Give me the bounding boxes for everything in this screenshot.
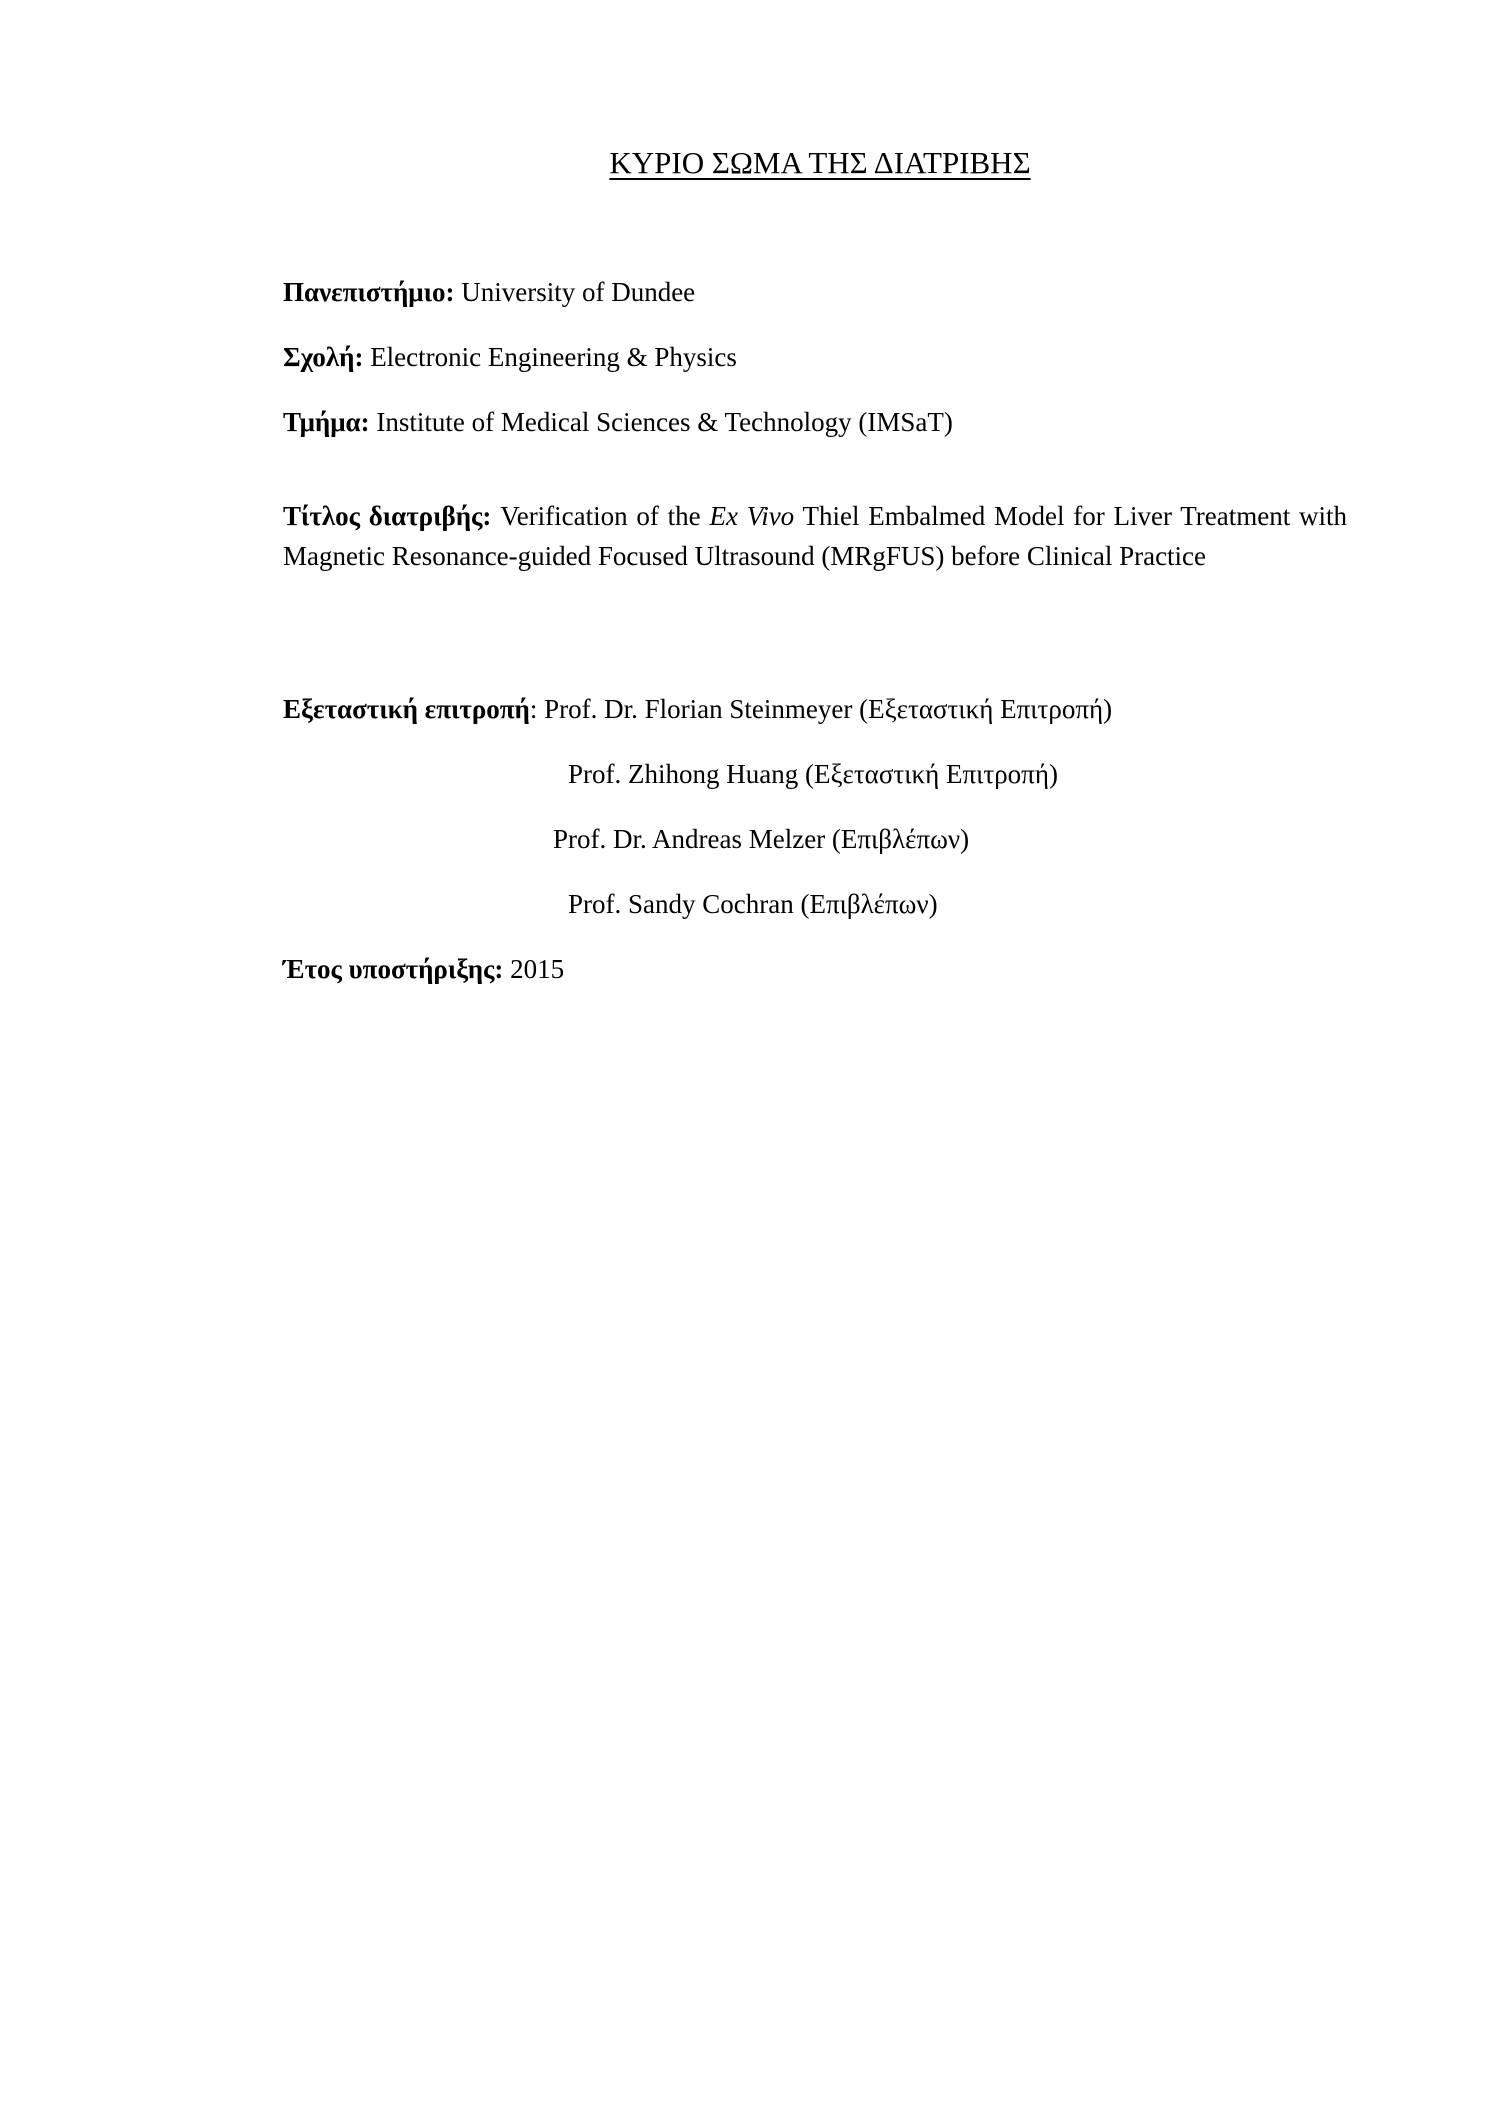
committee-member-1: Prof. Dr. Florian Steinmeyer (Εξεταστική Επιτροπή)	[544, 694, 1113, 724]
thesis-title-block	[283, 496, 1347, 576]
thesis-title-label: Τίτλος διατριβής:	[283, 501, 492, 531]
defense-year-label: Έτος υποστήριξης:	[283, 954, 504, 984]
school-label: Σχολή:	[283, 342, 364, 372]
department-label: Τμήμα:	[283, 407, 370, 437]
committee-member-2: Prof. Zhihong Huang (Εξεταστική Επιτροπή)	[568, 759, 1058, 789]
school-line	[283, 340, 737, 374]
university-label: Πανεπιστήμιο:	[283, 277, 455, 307]
university-line	[283, 275, 695, 309]
committee-line	[283, 692, 1112, 726]
department-value: Institute of Medical Sciences & Technology (IMSaT)	[376, 407, 953, 437]
thesis-title-text-start: Verification of the	[500, 501, 701, 531]
defense-year-line	[283, 952, 564, 986]
committee-member-3: Prof. Dr. Andreas Melzer (Επιβλέπων)	[553, 824, 970, 854]
committee-separator: :	[529, 694, 538, 724]
thesis-title-italic: Ex Vivo	[709, 501, 795, 531]
committee-member-4: Prof. Sandy Cochran (Επιβλέπων)	[568, 889, 938, 919]
page-heading: ΚΥΡΙΟ ΣΩΜΑ ΤΗΣ ΔΙΑΤΡΙΒΗΣ	[609, 145, 1031, 180]
school-value: Electronic Engineering & Physics	[370, 342, 737, 372]
committee-label: Εξεταστική επιτροπή	[283, 694, 530, 724]
department-line	[283, 405, 953, 439]
university-value: University of Dundee	[461, 277, 696, 307]
thesis-title-text-end: Thiel Embalmed Model for Liver Treatment with Magnetic Resonance-guided Focused Ultrasound (MRgFUS) before Clinical Practice	[283, 501, 1348, 571]
defense-year-value: 2015	[510, 954, 565, 984]
